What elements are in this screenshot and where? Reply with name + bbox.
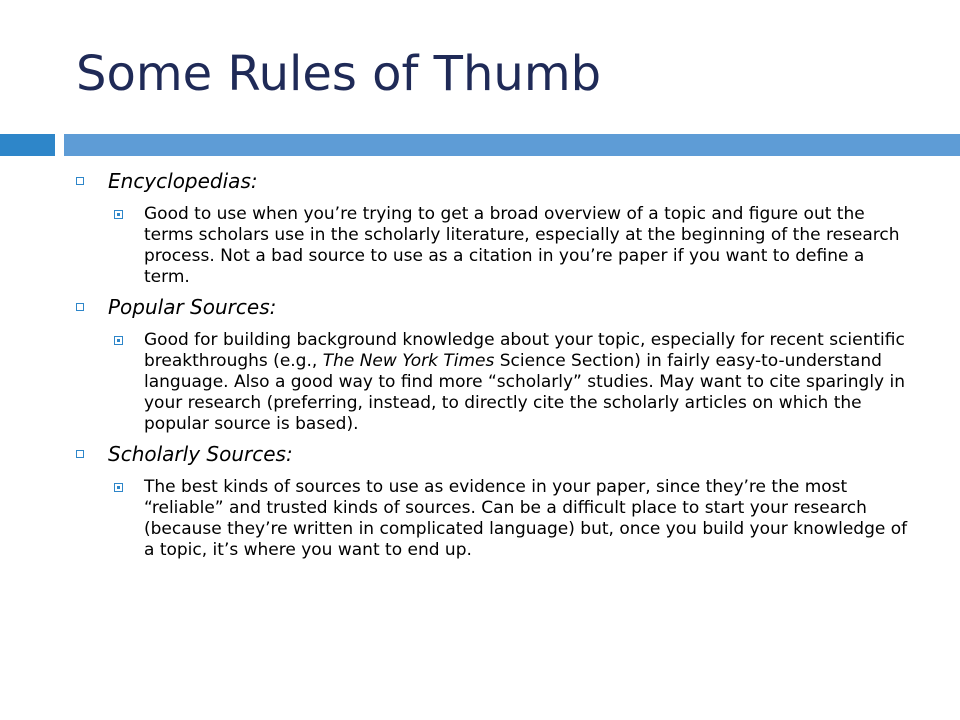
bullet-level1 <box>74 294 914 320</box>
bullet-level1 <box>74 168 914 194</box>
hollow-square-bullet-icon <box>76 303 84 311</box>
section-body-text-end: Science Section) in fairly easy-to-understand language. Also a good way to find more “scholarly” studies. May want to cite sparingly in your research (preferring, instead, to directly cite the scholarly articles on which the popular source is based). <box>144 351 906 434</box>
bullet-level2 <box>74 330 914 435</box>
section-body-italic: The New York Times <box>322 351 495 371</box>
bullet-level2 <box>74 477 914 561</box>
section-popular-sources <box>74 294 914 435</box>
slide-content <box>74 168 914 567</box>
section-body-text: Good to use when you’re trying to get a broad overview of a topic and figure out the terms scholars use in the scholarly literature, especially at the beginning of the research process. Not a bad source to use as a citation in you’re paper if you want to define a term. <box>144 204 900 287</box>
section-encyclopedias <box>74 168 914 288</box>
section-body <box>144 330 914 435</box>
section-body <box>144 204 914 288</box>
filled-square-bullet-icon <box>114 483 123 492</box>
section-body-text: The best kinds of sources to use as evidence in your paper, since they’re the most “reliable” and trusted kinds of sources. Can be a difficult place to start your research (because they’re written in complicated language) but, once you build your knowledge of a topic, it’s where you want to end up. <box>144 477 908 560</box>
bullet-level1 <box>74 441 914 467</box>
filled-square-bullet-icon <box>114 336 123 345</box>
accent-bar-right <box>64 134 960 156</box>
section-heading: Scholarly Sources: <box>108 442 293 466</box>
slide-title: Some Rules of Thumb <box>76 46 602 102</box>
section-scholarly-sources <box>74 441 914 561</box>
section-body-text: Good for building background knowledge about your topic, especially for recent scientific breakthroughs (e.g., <box>144 330 905 371</box>
section-heading: Popular Sources: <box>108 295 277 319</box>
hollow-square-bullet-icon <box>76 450 84 458</box>
section-body <box>144 477 914 561</box>
section-heading: Encyclopedias: <box>108 169 258 193</box>
accent-bar-left <box>0 134 55 156</box>
filled-square-bullet-icon <box>114 210 123 219</box>
hollow-square-bullet-icon <box>76 177 84 185</box>
bullet-level2 <box>74 204 914 288</box>
